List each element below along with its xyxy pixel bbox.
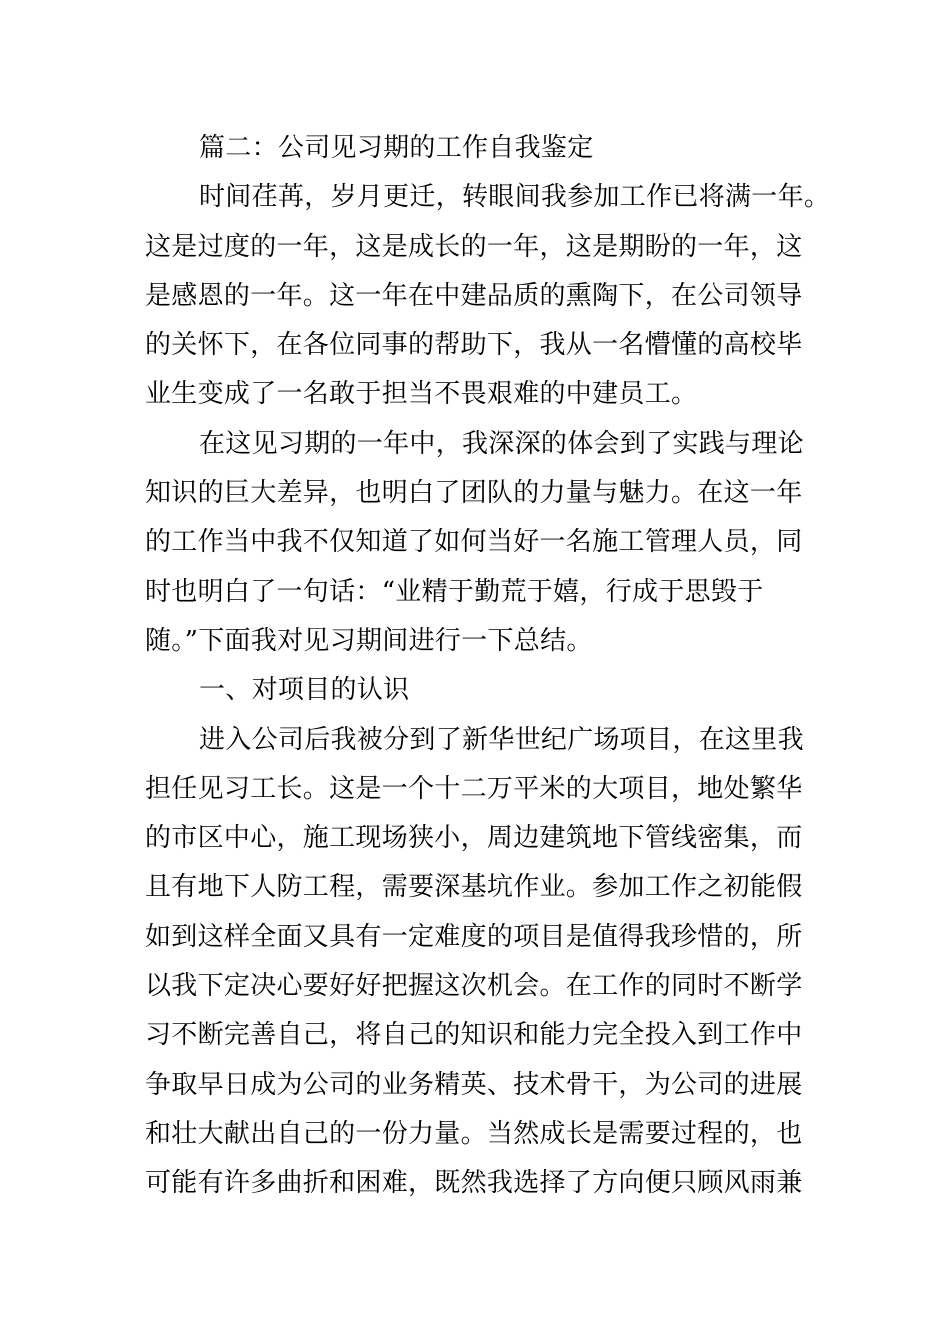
paragraph-line: 的市区中心，施工现场狭小，周边建筑地下管线密集，而 [145, 823, 803, 854]
paragraph-line: 随。”下面我对见习期间进行一下总结。 [145, 625, 593, 656]
paragraph-line: 是感恩的一年。这一年在中建品质的熏陶下，在公司领导 [145, 280, 803, 311]
paragraph-line: 的工作当中我不仅知道了如何当好一名施工管理人员，同 [145, 527, 803, 558]
paragraph-line: 担任见习工长。这是一个十二万平米的大项目，地处繁华 [145, 773, 803, 804]
paragraph-line: 以我下定决心要好好把握这次机会。在工作的同时不断学 [145, 971, 803, 1002]
paragraph-line: 时也明白了一句话：“业精于勤荒于嬉，行成于思毁于 [145, 576, 764, 607]
paragraph-line: 在这见习期的一年中，我深深的体会到了实践与理论 [199, 428, 804, 459]
paragraph-line: 和壮大献出自己的一份力量。当然成长是需要过程的，也 [145, 1118, 803, 1149]
document-body [145, 124, 831, 1209]
paragraph-line: 时间荏苒，岁月更迁，转眼间我参加工作已将满一年。 [199, 182, 831, 213]
paragraph-line: 如到这样全面又具有一定难度的项目是值得我珍惜的，所 [145, 921, 803, 952]
paragraph-line: 且有地下人防工程，需要深基坑作业。参加工作之初能假 [145, 872, 803, 903]
paragraph-line: 这是过度的一年，这是成长的一年，这是期盼的一年，这 [145, 231, 803, 262]
paragraph-line: 进入公司后我被分到了新华世纪广场项目，在这里我 [199, 724, 804, 755]
paragraph-line: 知识的巨大差异，也明白了团队的力量与魅力。在这一年 [145, 478, 803, 509]
paragraph-line: 业生变成了一名敢于担当不畏艰难的中建员工。 [145, 379, 698, 410]
subsection-heading: 一、对项目的认识 [199, 675, 410, 706]
paragraph-line: 可能有许多曲折和困难，既然我选择了方向便只顾风雨兼 [145, 1168, 803, 1199]
section-title: 篇二：公司见习期的工作自我鉴定 [199, 133, 594, 163]
paragraph-line: 争取早日成为公司的业务精英、技术骨干，为公司的进展 [145, 1069, 803, 1100]
paragraph-line: 的关怀下，在各位同事的帮助下，我从一名懵懂的高校毕 [145, 330, 803, 361]
paragraph-line: 习不断完善自己，将自己的知识和能力完全投入到工作中 [145, 1020, 803, 1051]
